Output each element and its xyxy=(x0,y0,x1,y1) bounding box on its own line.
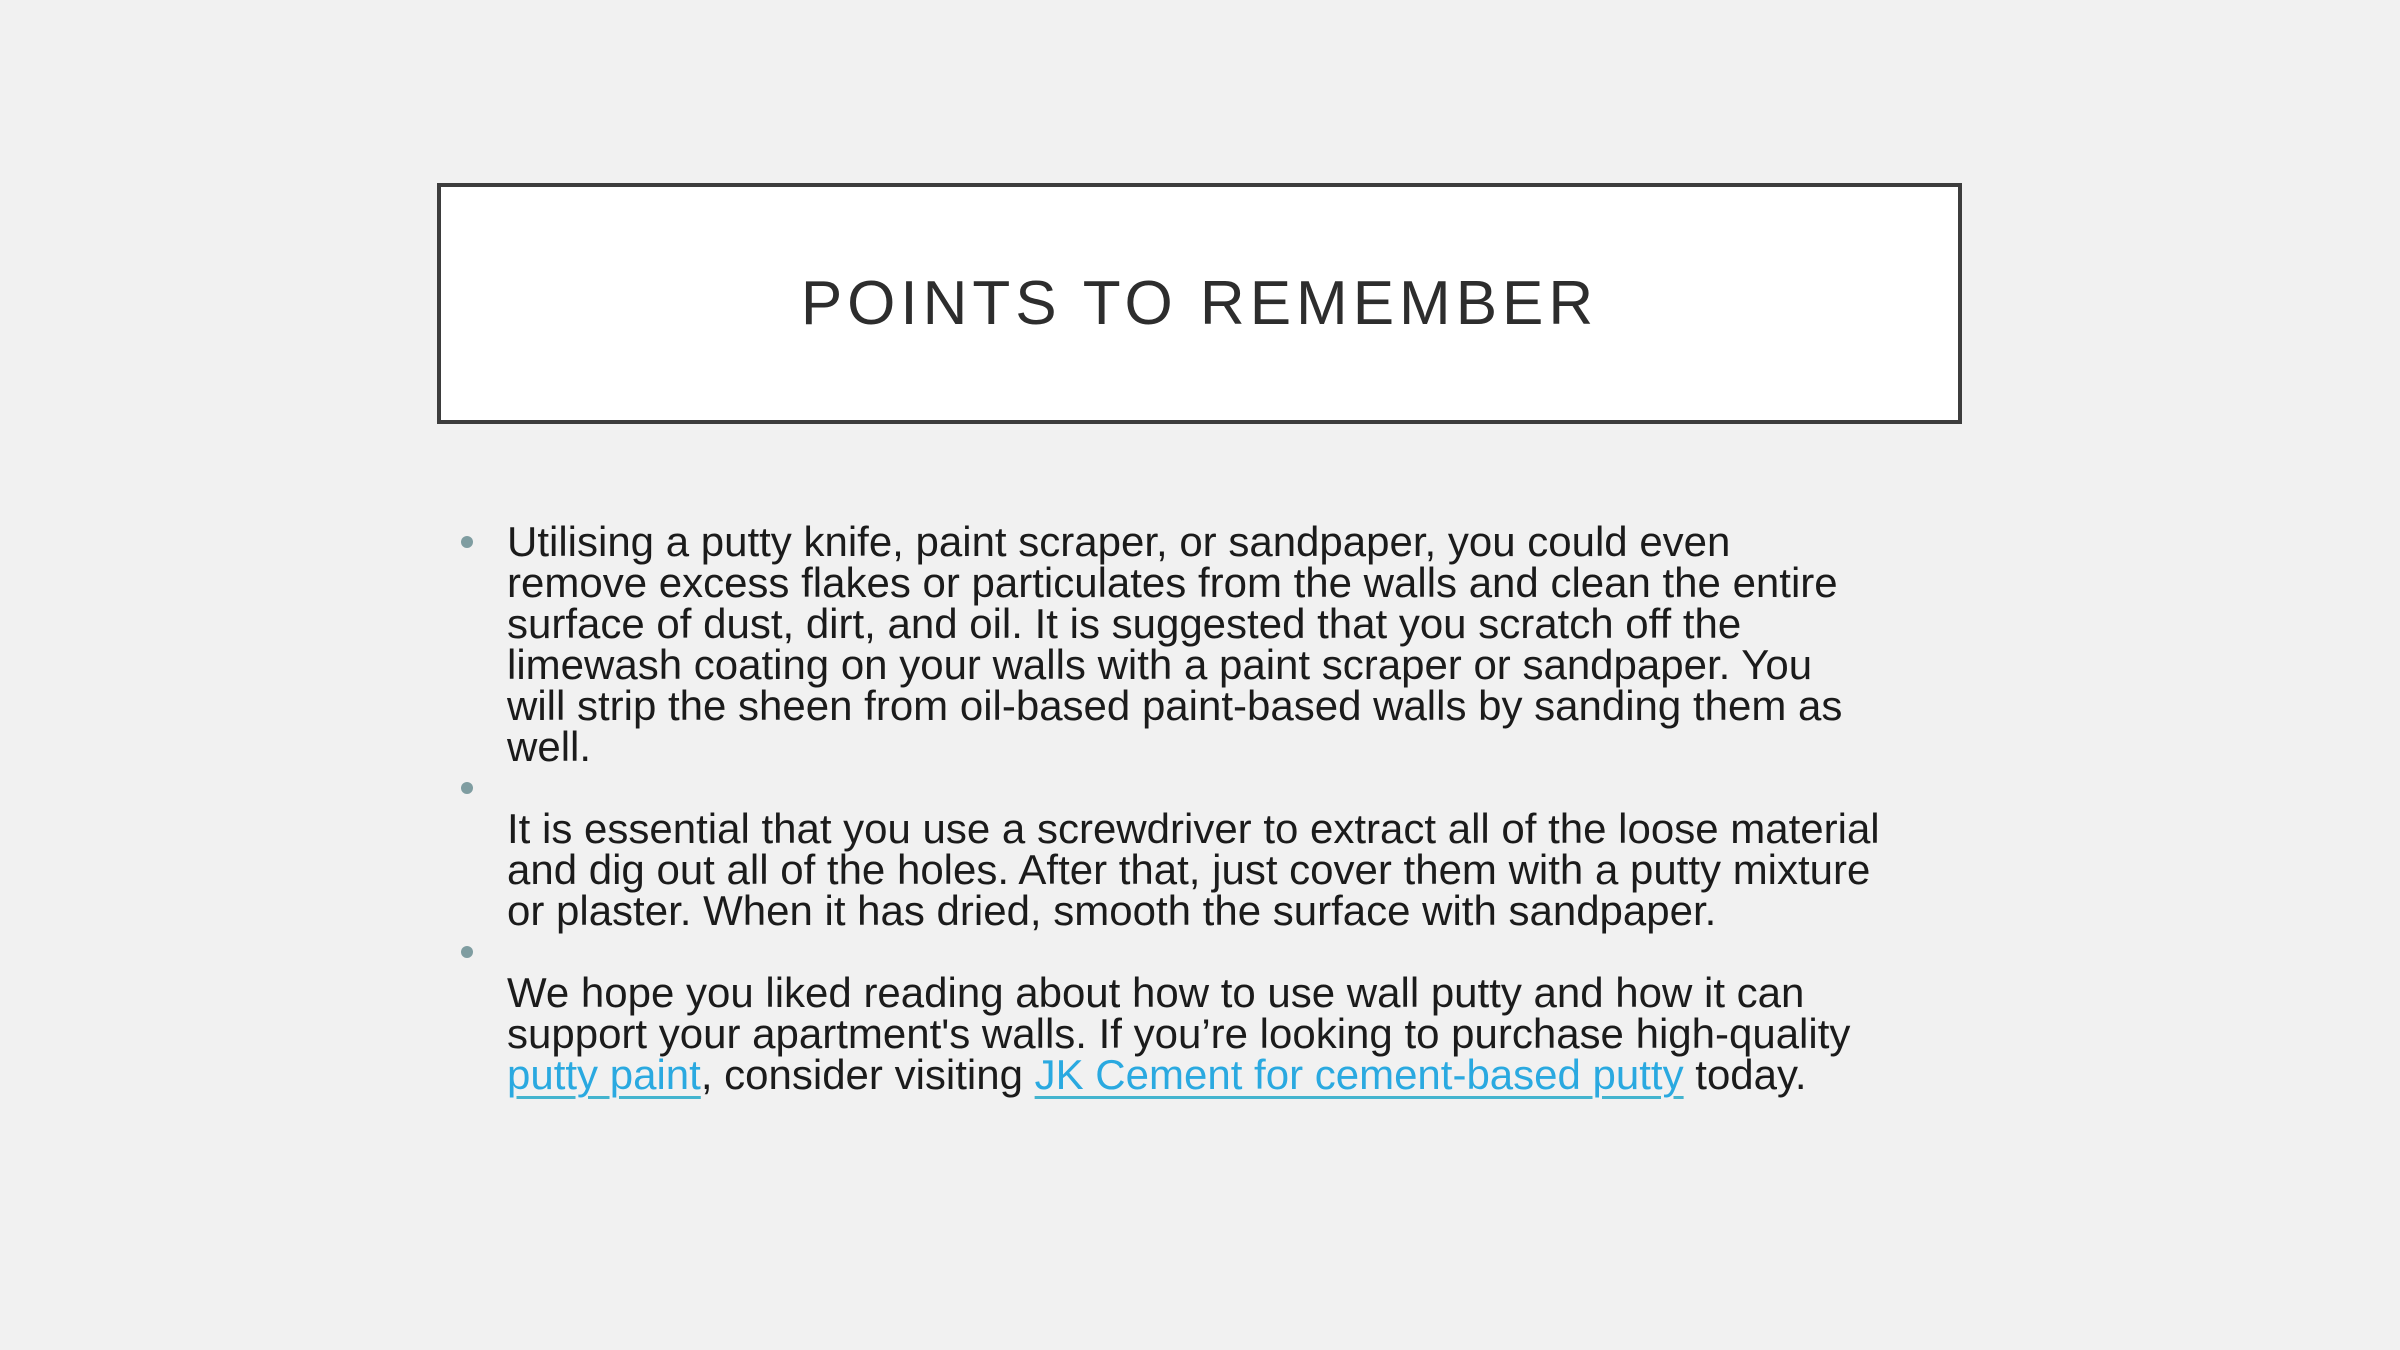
bullet-dot xyxy=(461,946,473,958)
bullet-text-3-post: today. xyxy=(1683,1051,1807,1098)
title-box xyxy=(437,183,1962,424)
bullet-text-3-mid: , consider visiting xyxy=(700,1051,1035,1098)
bullet-item-1 xyxy=(459,518,1881,770)
putty-paint-link[interactable]: putty paint xyxy=(507,1051,701,1098)
bullet-item-3 xyxy=(459,931,1881,1098)
bullet-text-1: Utilising a putty knife, paint scraper, or sandpaper, you could even remove excess flakes or particulates from the walls and clean the entire surface of dust, dirt, and oil. It is suggested that you scratch off the limewash coating on your walls with a paint scraper or sandpaper. You will strip the sheen from oil-based paint-based walls by sanding them as well. xyxy=(507,518,1843,770)
jk-cement-link[interactable]: JK Cement for cement-based putty xyxy=(1034,1051,1684,1098)
bullet-text-2: It is essential that you use a screwdriver to extract all of the loose material and dig out all of the holes. After that, just cover them with a putty mixture or plaster. When it has dried, smooth the surface with sandpaper. xyxy=(507,805,1880,934)
slide-title: POINTS TO REMEMBER xyxy=(800,269,1599,338)
bullet-dot xyxy=(461,536,473,548)
bullet-text-3-pre: We hope you liked reading about how to use wall putty and how it can support your apartment's walls. If you’re looking to purchase high-quality xyxy=(507,969,1851,1057)
bullet-dot xyxy=(461,782,473,794)
bullet-text-3 xyxy=(507,969,1881,1098)
blank-line xyxy=(507,767,1881,808)
blank-line xyxy=(507,931,1881,972)
bullet-list xyxy=(459,518,1881,1098)
bullet-item-2 xyxy=(459,767,1881,934)
